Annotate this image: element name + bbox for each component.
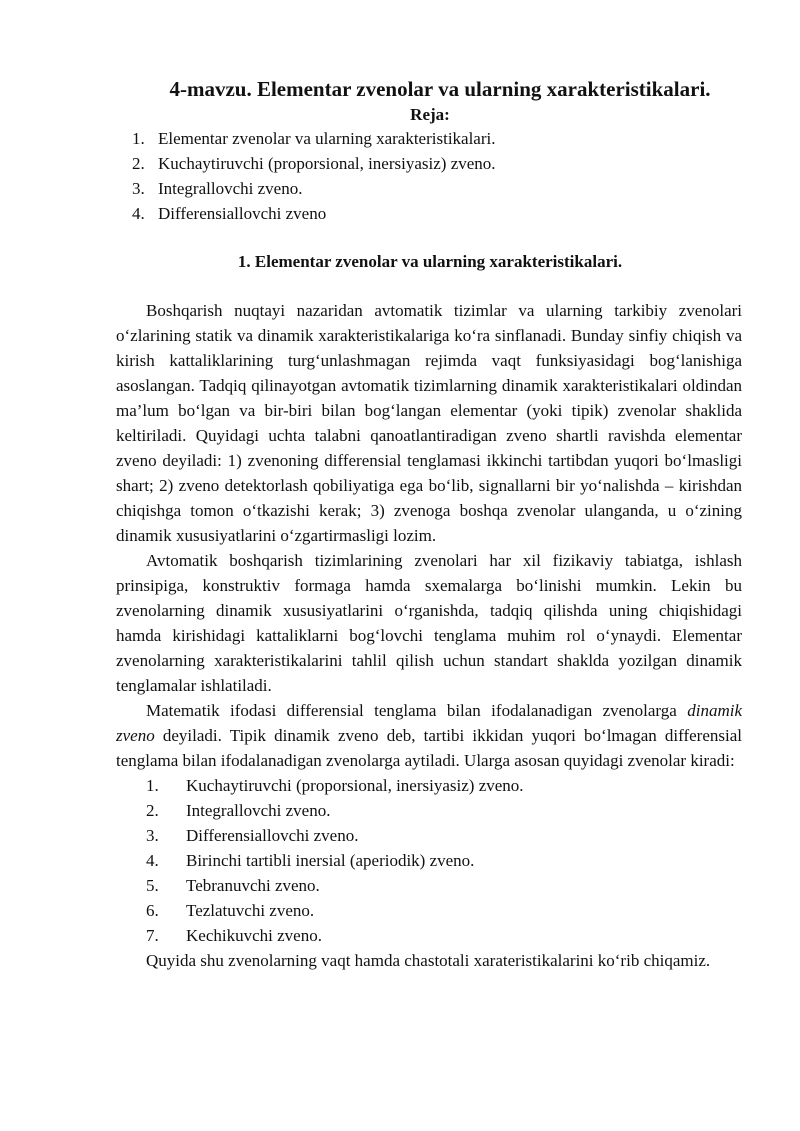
list-item-number: 7. [146, 926, 159, 945]
plan-item-text: Differensiallovchi zveno [158, 204, 327, 223]
list-item-text: Kuchaytiruvchi (proporsional, inersiyasiz) zveno. [186, 776, 524, 795]
document-title: 4-mavzu. Elementar zvenolar va ularning xarakteristikalari. [169, 77, 711, 101]
plan-item-number: 3. [132, 179, 145, 198]
list-item-text: Tezlatuvchi zveno. [186, 901, 315, 920]
plan-item [120, 176, 720, 201]
plan-list [120, 126, 720, 226]
list-item-text: Tebranuvchi zveno. [186, 876, 320, 895]
list-item [116, 798, 742, 823]
section-heading: 1. Elementar zvenolar va ularning xarakteristikalari. [237, 252, 623, 271]
list-item [116, 898, 742, 923]
zveno-types-list [116, 773, 742, 948]
plan-item-number: 1. [132, 129, 145, 148]
plan-heading: Reja: [410, 105, 450, 124]
plan-item-number: 4. [132, 204, 145, 223]
list-item-text: Differensiallovchi zveno. [186, 826, 359, 845]
list-item-text: Integrallovchi zveno. [186, 801, 331, 820]
plan-item-text: Kuchaytiruvchi (proporsional, inersiyasiz) zveno. [158, 154, 496, 173]
plan-item [120, 126, 720, 151]
list-item-number: 2. [146, 801, 159, 820]
paragraph-physical-nature: Avtomatik boshqarish tizimlarining zvenolari har xil fizikaviy tabiatga, ishlash prinsipiga, konstruktiv formaga hamda sxemalarga bo‘linishi mumkin. Lekin bu zvenolarning dinamik xususiyatlarini o‘rganishda, tadqiq qilishda uning chiqishidagi hamda kirishidagi kattaliklarni bog‘lovchi tenglama muhim rol o‘ynaydi. Elementar zvenolarning xarakteristikalarini tahlil qilish uchun standart shaklda yozilgan dinamik tenglamalar ishlatiladi. [116, 551, 742, 695]
list-item-number: 3. [146, 826, 159, 845]
list-item [116, 848, 742, 873]
list-item-text: Kechikuvchi zveno. [186, 926, 322, 945]
list-item-number: 5. [146, 876, 159, 895]
paragraph-closing: Quyida shu zvenolarning vaqt hamda chastotali xarateristikalarini ko‘rib chiqamiz. [146, 951, 711, 970]
italic-term: dinamik zveno [116, 701, 742, 745]
paragraph-text: deyiladi. Tipik dinamik zveno deb, tartibi ikkidan yuqori bo‘lmagan differensial tenglama bilan ifodalanadigan zvenolarga aytiladi. Ularga asosan quyidagi zvenolar kiradi: [116, 726, 742, 770]
list-item-number: 6. [146, 901, 159, 920]
list-item-number: 1. [146, 776, 159, 795]
list-item [116, 923, 742, 948]
plan-item [120, 151, 720, 176]
paragraph-classification: Boshqarish nuqtayi nazaridan avtomatik tizimlar va ularning tarkibiy zvenolari o‘zlarining statik va dinamik xarakteristikalariga ko‘ra sinflanadi. Bunday sinfiy chiqish va kirish kattaliklarining turg‘unlashmagan rejimda vaqt funksiyasidagi bog‘lanishiga asoslangan. Tadqiq qilinayotgan avtomatik tizimlarning dinamik xarakteristikalari oldindan ma’lum bo‘lgan va bir-biri bilan bog‘langan elementar (yoki tipik) zvenolar shaklida keltiriladi. Quyidagi uchta talabni qanoatlantiradigan zveno shartli ravishda elementar zveno deyiladi: 1) zvenoning differensial tenglamasi ikkinchi tartibdan yuqori bo‘lmasligi shart; 2) zveno detektorlash qobiliyatiga ega bo‘lib, signallarni bir yo‘nalishda – kirishdan chiqishga tomon o‘tkazishi kerak; 3) zvenoga boshqa zvenolar ulanganda, u o‘zining dinamik xususiyatlarini o‘zgartirmasligi lozim. [116, 301, 742, 545]
plan-item-text: Elementar zvenolar va ularning xarakteristikalari. [158, 129, 496, 148]
paragraph-text: Matematik ifodasi differensial tenglama bilan ifodalanadigan zvenolarga [146, 701, 688, 720]
list-item [116, 773, 742, 798]
body-text [116, 298, 742, 973]
plan-item-text: Integrallovchi zveno. [158, 179, 303, 198]
plan-item [120, 201, 720, 226]
list-item [116, 823, 742, 848]
paragraph-dynamic-zveno [116, 698, 742, 773]
list-item-number: 4. [146, 851, 159, 870]
list-item [116, 873, 742, 898]
plan-item-number: 2. [132, 154, 145, 173]
list-item-text: Birinchi tartibli inersial (aperiodik) zveno. [186, 851, 475, 870]
